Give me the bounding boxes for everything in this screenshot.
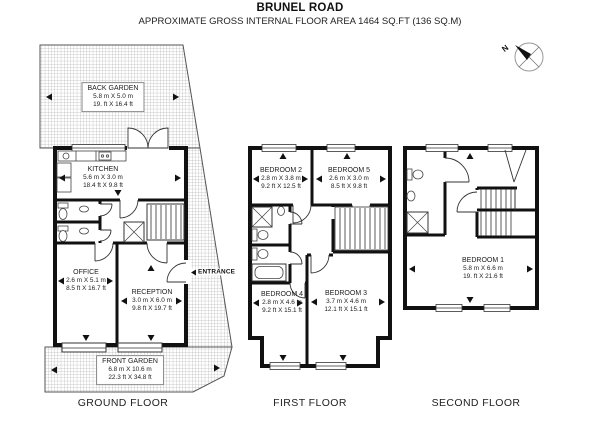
basin-icon [407,191,415,201]
ground-stairs [147,204,184,240]
entrance-arrow-icon [191,269,196,275]
compass-north-label: N [500,43,511,54]
room-label-bedroom2: BEDROOM 2 2.8 m X 3.8 m 9.2 ft X 12.5 ft [259,167,303,191]
basin-icon [80,206,89,212]
stove-icon [99,152,111,160]
floor-label-first: FIRST FLOOR [273,397,347,409]
basin-icon [278,207,285,216]
room-label-reception: RECEPTION 3.0 m X 6.0 m 9.8 ft X 19.7 ft [131,289,173,313]
entrance-callout [189,269,237,276]
toilet-icon [252,229,257,241]
sink-icon [63,153,69,159]
room-label-kitchen: KITCHEN 5.6 m X 3.0 m 18.4 ft X 9.8 ft [83,166,123,190]
basin-icon [80,228,89,234]
room-label-office: OFFICE 2.6 m X 5.1 m 8.5 ft X 16.7 ft [66,269,106,293]
page-title: BRUNEL ROAD [256,2,344,14]
room-label-bedroom4: BEDROOM 4 2.8 m X 4.6 m 9.2 ft X 15.1 ft [260,291,304,315]
floor-label-second: SECOND FLOOR [431,397,521,409]
room-label-front-garden: FRONT GARDEN 6.8 m X 10.6 m 22.3 ft X 34.8 ft [96,355,164,385]
room-label-bedroom1: BEDROOM 1 5.8 m X 6.6 m 19. ft X 21.6 ft [461,257,505,281]
room-label-bedroom5: BEDROOM 5 2.6 m X 3.0 m 8.5 ft X 9.8 ft [327,167,371,191]
room-label-back-garden: BACK GARDEN 5.8 m X 5.0 m 19. ft X 16.4 ft [82,82,145,112]
toilet-icon [58,203,68,208]
entrance-label: ENTRANCE [198,268,236,276]
floor-label-ground: GROUND FLOOR [77,397,169,409]
appliance-icon [57,163,71,177]
second-floor-plan [405,145,537,312]
side-path-area [186,148,232,347]
first-stairs [335,207,388,250]
page-subtitle: APPROXIMATE GROSS INTERNAL FLOOR AREA 1464 SQ.FT (136 SQ.M) [138,16,462,27]
compass-icon [500,43,543,71]
toilet-icon [407,169,412,180]
room-label-bedroom3: BEDROOM 3 3.7 m X 4.6 m 12.1 ft X 15.1 ft [324,290,368,314]
toilet-icon [252,248,257,260]
